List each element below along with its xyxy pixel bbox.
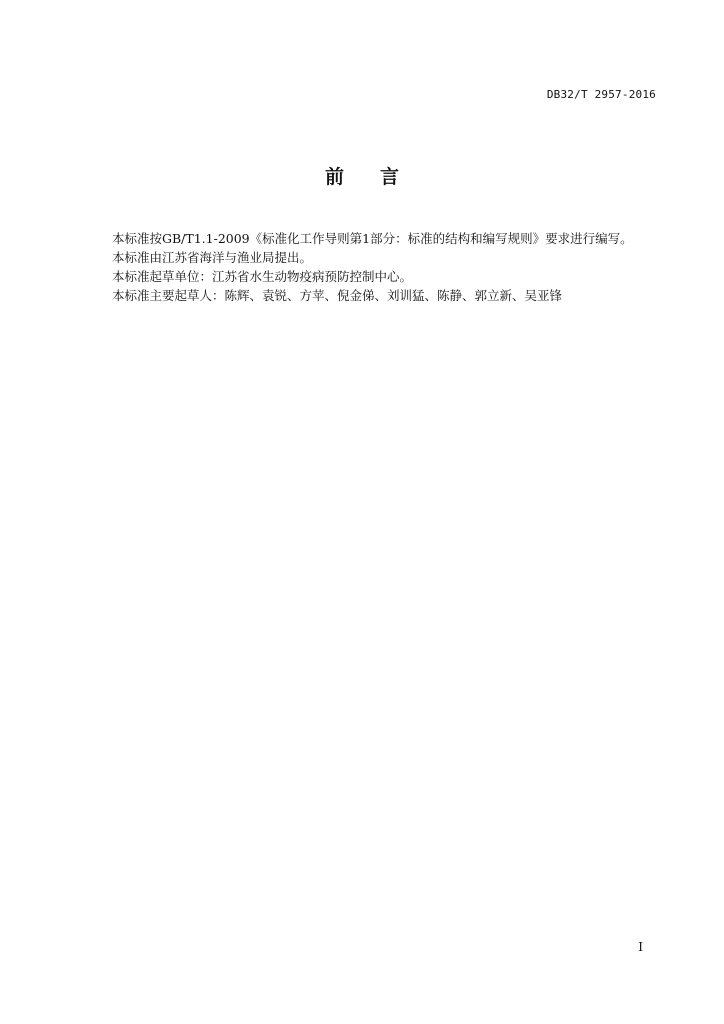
page-number: I bbox=[638, 940, 643, 954]
standard-code: DB32/T 2957-2016 bbox=[546, 88, 656, 101]
foreword-body bbox=[112, 229, 672, 305]
paragraph-drafters: 本标准主要起草人：陈辉、袁锐、方苹、倪金俤、刘训猛、陈静、郭立新、吴亚锋 bbox=[112, 288, 563, 303]
title-char-1: 前 bbox=[324, 166, 344, 188]
paragraph-proposer: 本标准由江苏省海洋与渔业局提出。 bbox=[112, 250, 313, 265]
page-title bbox=[0, 162, 724, 189]
title-char-2: 言 bbox=[380, 166, 400, 188]
paragraph-drafting-rules: 本标准按GB/T1.1-2009《标准化工作导则第1部分：标准的结构和编写规则》要求进行编写。 bbox=[112, 231, 633, 246]
paragraph-drafting-unit: 本标准起草单位：江苏省水生动物疫病预防控制中心。 bbox=[112, 269, 413, 284]
